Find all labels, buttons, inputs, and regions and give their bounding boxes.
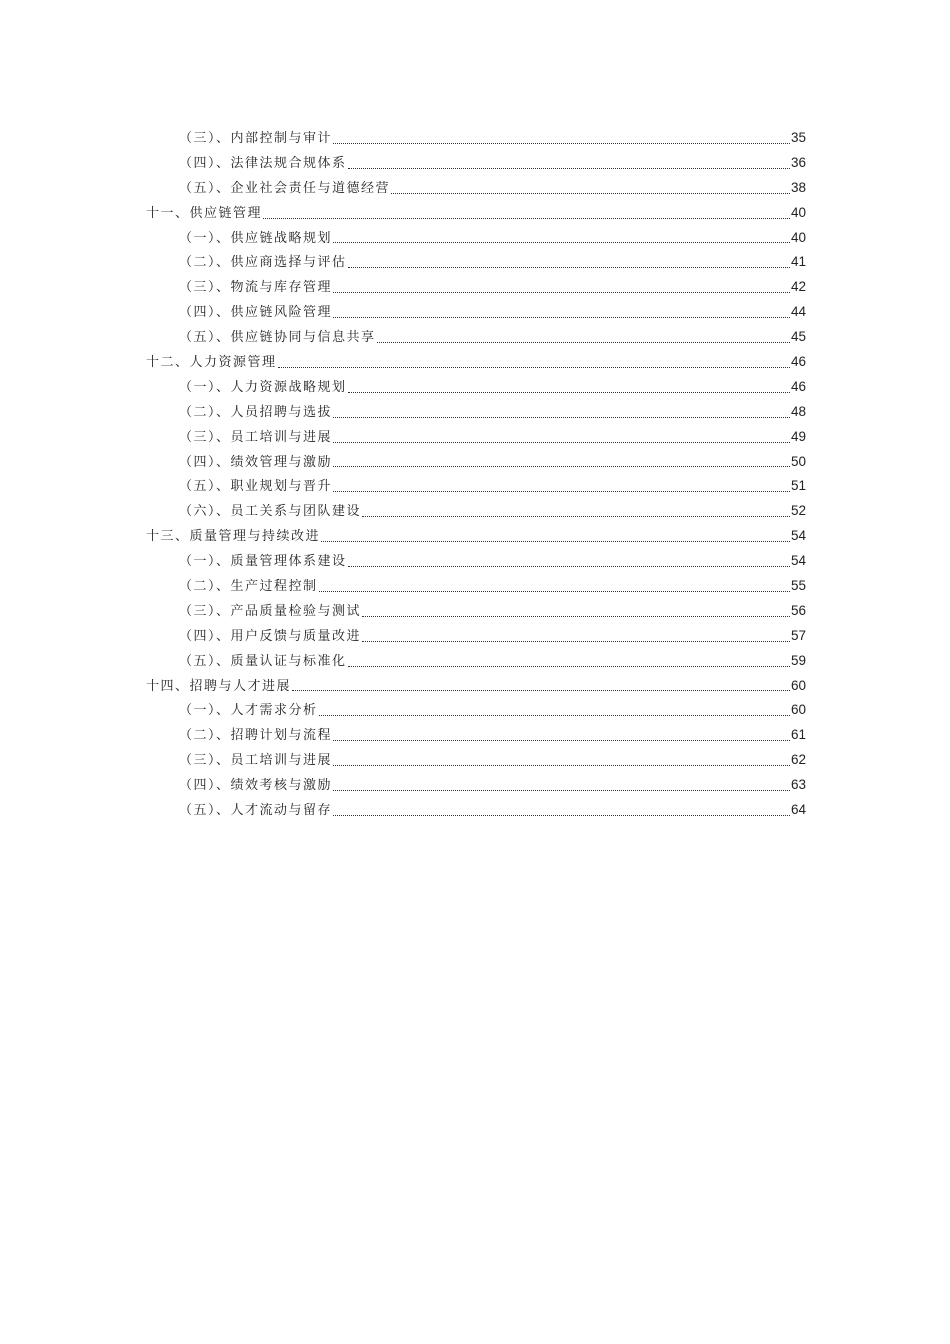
- toc-entry[interactable]: [146, 226, 806, 251]
- dot-leader: [333, 814, 790, 816]
- toc-entry-page-number: 59: [790, 652, 806, 668]
- toc-entry-title: （五）、质量认证与标准化: [179, 653, 347, 669]
- toc-entry-page-number: 49: [790, 428, 806, 444]
- dot-leader: [263, 217, 790, 219]
- dot-leader: [333, 490, 790, 492]
- dot-leader: [321, 540, 790, 542]
- toc-entry[interactable]: [146, 499, 806, 524]
- toc-entry-title: 十一、供应链管理: [146, 205, 263, 221]
- toc-entry-title: （二）、生产过程控制: [179, 579, 318, 595]
- toc-entry[interactable]: [146, 425, 806, 450]
- dot-leader: [348, 266, 790, 268]
- toc-entry-page-number: 55: [790, 578, 806, 594]
- toc-entry[interactable]: [146, 400, 806, 425]
- toc-entry-page-number: 50: [790, 453, 806, 469]
- toc-entry-title: （四）、绩效管理与激励: [179, 454, 333, 470]
- toc-entry[interactable]: [146, 698, 806, 723]
- toc-entry[interactable]: [146, 176, 806, 201]
- dot-leader: [362, 640, 790, 642]
- toc-entry[interactable]: [146, 151, 806, 176]
- toc-entry-page-number: 35: [790, 130, 806, 145]
- toc-entry-page-number: 54: [790, 528, 806, 544]
- toc-entry[interactable]: [146, 450, 806, 475]
- toc-entry[interactable]: [146, 549, 806, 574]
- dot-leader: [319, 590, 790, 592]
- dot-leader: [333, 291, 790, 293]
- toc-entry-title: （一）、人力资源战略规划: [179, 379, 347, 395]
- dot-leader: [348, 565, 790, 567]
- toc-entry-page-number: 60: [790, 702, 806, 718]
- dot-leader: [333, 739, 790, 741]
- dot-leader: [348, 167, 790, 169]
- toc-entry-title: （一）、质量管理体系建设: [179, 554, 347, 570]
- toc-entry-page-number: 40: [790, 204, 806, 220]
- toc-entry[interactable]: [146, 126, 806, 151]
- dot-leader: [333, 441, 790, 443]
- toc-entry-page-number: 60: [790, 677, 806, 693]
- toc-entry-page-number: 42: [790, 279, 806, 295]
- toc-entry[interactable]: [146, 748, 806, 773]
- toc-entry-title: （四）、用户反馈与质量改进: [179, 628, 362, 644]
- toc-entry[interactable]: [146, 524, 806, 549]
- toc-entry[interactable]: [146, 649, 806, 674]
- toc-entry-page-number: 63: [790, 777, 806, 793]
- dot-leader: [362, 615, 790, 617]
- toc-entry-page-number: 62: [790, 752, 806, 768]
- toc-entry-page-number: 52: [790, 503, 806, 519]
- dot-leader: [377, 341, 790, 343]
- toc-entry[interactable]: [146, 798, 806, 823]
- dot-leader: [333, 789, 790, 791]
- dot-leader: [348, 665, 790, 667]
- toc-entry-page-number: 56: [790, 602, 806, 618]
- dot-leader: [333, 142, 790, 144]
- toc-entry-title: （二）、供应商选择与评估: [179, 255, 347, 271]
- toc-entry[interactable]: [146, 599, 806, 624]
- toc-entry-title: （三）、内部控制与审计: [179, 131, 333, 146]
- toc-entry[interactable]: [146, 325, 806, 350]
- toc-entry-title: （三）、产品质量检验与测试: [179, 603, 362, 619]
- toc-entry-title: （四）、绩效考核与激励: [179, 778, 333, 794]
- toc-entry-title: （五）、职业规划与晋升: [179, 479, 333, 495]
- toc-entry-title: （四）、法律法规合规体系: [179, 155, 347, 171]
- toc-entry[interactable]: [146, 275, 806, 300]
- toc-entry-page-number: 45: [790, 329, 806, 345]
- dot-leader: [278, 366, 790, 368]
- toc-entry[interactable]: [146, 574, 806, 599]
- dot-leader: [333, 241, 790, 243]
- toc-entry-page-number: 41: [790, 254, 806, 270]
- toc-entry-title: 十四、招聘与人才进展: [146, 678, 292, 694]
- toc-entry[interactable]: [146, 773, 806, 798]
- toc-entry[interactable]: [146, 624, 806, 649]
- toc-entry[interactable]: [146, 474, 806, 499]
- toc-entry-title: （二）、招聘计划与流程: [179, 728, 333, 744]
- toc-entry[interactable]: [146, 250, 806, 275]
- toc-entry-title: （五）、人才流动与留存: [179, 803, 333, 819]
- toc-entry-title: （五）、企业社会责任与道德经营: [179, 180, 391, 196]
- toc-entry-page-number: 46: [790, 354, 806, 370]
- toc-entry-page-number: 40: [790, 229, 806, 245]
- toc-entry-title: 十三、质量管理与持续改进: [146, 529, 321, 545]
- toc-entry-page-number: 51: [790, 478, 806, 494]
- toc-entry[interactable]: [146, 375, 806, 400]
- toc-entry-page-number: 64: [790, 802, 806, 818]
- toc-entry[interactable]: [146, 300, 806, 325]
- toc-entry-title: （二）、人员招聘与选拔: [179, 404, 333, 420]
- dot-leader: [333, 316, 790, 318]
- toc-entry-page-number: 61: [790, 727, 806, 743]
- toc-entry-page-number: 38: [790, 179, 806, 195]
- toc-entry-title: （一）、供应链战略规划: [179, 230, 333, 246]
- dot-leader: [319, 714, 790, 716]
- toc-entry-title: （六）、员工关系与团队建设: [179, 504, 362, 520]
- toc-entry-title: （三）、员工培训与进展: [179, 753, 333, 769]
- toc-entry[interactable]: [146, 350, 806, 375]
- dot-leader: [333, 764, 790, 766]
- toc-entry-title: （五）、供应链协同与信息共享: [179, 330, 376, 346]
- toc-entry-page-number: 44: [790, 304, 806, 320]
- dot-leader: [292, 689, 790, 691]
- toc-entry-title: （三）、员工培训与进展: [179, 429, 333, 445]
- dot-leader: [348, 391, 790, 393]
- toc-entry[interactable]: [146, 723, 806, 748]
- toc-entry[interactable]: [146, 674, 806, 699]
- toc-entry-page-number: 54: [790, 553, 806, 569]
- toc-entry-title: （三）、物流与库存管理: [179, 280, 333, 296]
- toc-entry-title: （四）、供应链风险管理: [179, 305, 333, 321]
- table-of-contents: [146, 126, 806, 823]
- dot-leader: [362, 515, 790, 517]
- toc-entry[interactable]: [146, 201, 806, 226]
- toc-entry-page-number: 36: [790, 154, 806, 170]
- toc-entry-page-number: 48: [790, 403, 806, 419]
- toc-entry-page-number: 46: [790, 378, 806, 394]
- toc-entry-title: （一）、人才需求分析: [179, 703, 318, 719]
- toc-entry-page-number: 57: [790, 627, 806, 643]
- dot-leader: [333, 465, 790, 467]
- dot-leader: [391, 192, 790, 194]
- toc-entry-title: 十二、人力资源管理: [146, 355, 277, 371]
- dot-leader: [333, 416, 790, 418]
